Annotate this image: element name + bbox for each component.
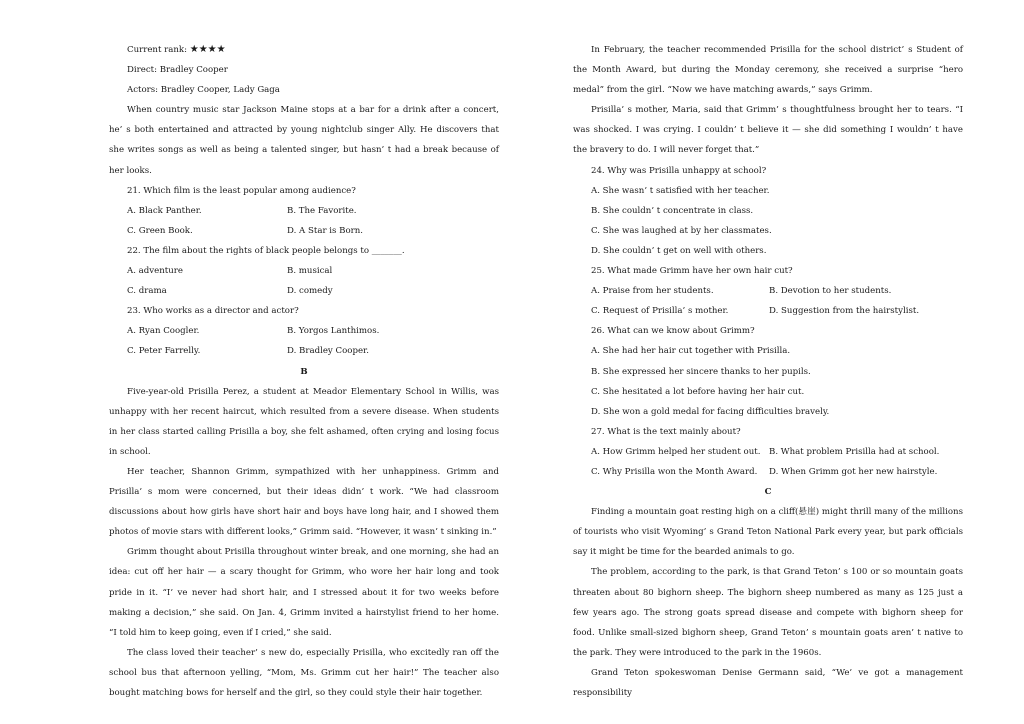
- option: A. She wasn’ t satisfied with her teacher.: [591, 185, 770, 196]
- rating-stars-icon: ★★★★: [189, 44, 226, 55]
- left-column: [109, 40, 502, 703]
- option: B. Yorgos Lanthimos.: [287, 326, 380, 337]
- option: D. comedy: [287, 286, 333, 297]
- option: D. A Star is Born.: [287, 225, 364, 236]
- option: B. She expressed her sincere thanks to her pupils.: [591, 366, 811, 377]
- option: A. She had her hair cut together with Prisilla.: [591, 346, 791, 357]
- rank-line: [109, 40, 499, 60]
- q27-options-row2: [573, 462, 963, 482]
- option: D. She won a gold medal for facing difficulties bravely.: [591, 406, 830, 417]
- option: C. Green Book.: [127, 225, 193, 236]
- passage-b-paragraph-6: Prisilla’ s mother, Maria, said that Grimm’ s thoughtfulness brought her to tears. “I was shocked. I was crying. I couldn’ t believe it — she did something I wouldn’ t have the bravery to do. I will never forget that.”: [573, 105, 966, 156]
- option: C. She hesitated a lot before having her hair cut.: [591, 386, 805, 397]
- q25-options-row2: [573, 301, 963, 321]
- passage-b-paragraph-5: In February, the teacher recommended Prisilla for the school district’ s Student of the Month Award, but during the Monday ceremony, she received a surprise “hero medal” from the girl. “Now we have matching awards,” says Grimm.: [573, 45, 966, 96]
- q27-options-row1: [573, 442, 963, 462]
- passage-b-paragraph-4: The class loved their teacher’ s new do, especially Prisilla, who excitedly ran off the school bus that afternoon yelling, “Mom, Ms. Grimm cut her hair!” The teacher also bought matching bows for herself and the girl, so they could style their hair together.: [109, 647, 502, 698]
- passage-b-paragraph-1: Five-year-old Prisilla Perez, a student at Meador Elementary School in Willis, was unhappy with her recent haircut, which resulted from a severe disease. When students in her class started calling Prisilla a boy, she felt ashamed, often crying and losing focus in school.: [109, 386, 502, 457]
- option: C. Why Prisilla won the Month Award.: [591, 466, 758, 477]
- option: A. Praise from her students.: [591, 286, 714, 297]
- section-heading-c: C: [764, 487, 772, 498]
- option: D. When Grimm got her new hairstyle.: [769, 466, 938, 477]
- q22-options-row2: [109, 281, 499, 301]
- passage-c-paragraph-1: Finding a mountain goat resting high on a cliff(悬崖) might thrill many of the millions of tourists who visit Wyoming’ s Grand Teton National Park every year, but park officials say it might be time for the bearded animals to go.: [573, 507, 966, 558]
- option: B. She couldn’ t concentrate in class.: [591, 205, 754, 216]
- question-23: 23. Who works as a director and actor?: [127, 306, 299, 317]
- option: C. drama: [127, 286, 167, 297]
- option: B. Devotion to her students.: [769, 286, 892, 297]
- question-21: 21. Which film is the least popular among audience?: [127, 185, 356, 196]
- actors-line: Actors: Bradley Cooper, Lady Gaga: [127, 85, 280, 96]
- option: C. She was laughed at by her classmates.: [591, 225, 772, 236]
- option: D. Bradley Cooper.: [287, 346, 369, 357]
- passage-b-paragraph-3: Grimm thought about Prisilla throughout winter break, and one morning, she had an idea: cut off her hair — a scary thought for Grimm, who wore her hair long and took pride in it. “I’ ve never had short hair, and I stressed about it for two weeks before making a decision,” she said. On Jan. 4, Grimm invited a hairstylist friend to her home. “I told him to keep going, even if I cried,” she said.: [109, 547, 502, 638]
- option: B. musical: [287, 266, 333, 277]
- q21-options-row1: [109, 201, 499, 221]
- passage-b-paragraph-2: Her teacher, Shannon Grimm, sympathized with her unhappiness. Grimm and Prisilla’ s mom were concerned, but their ideas didn’ t work. “We had classroom discussions about how girls have short hair and boys have long hair, and I showed them photos of movie stars with different looks,” Grimm said. “However, it wasn’ t sinking in.”: [109, 466, 502, 538]
- q21-options-row2: [109, 221, 499, 241]
- question-24: 24. Why was Prisilla unhappy at school?: [591, 165, 767, 176]
- option: A. How Grimm helped her student out.: [591, 446, 761, 457]
- section-heading-b: B: [300, 366, 308, 377]
- rank-label: Current rank:: [127, 45, 190, 55]
- option: A. Ryan Coogler.: [127, 326, 200, 337]
- question-27: 27. What is the text mainly about?: [591, 426, 741, 437]
- q23-options-row1: [109, 321, 499, 341]
- question-26: 26. What can we know about Grimm?: [591, 326, 755, 337]
- option: C. Peter Farrelly.: [127, 346, 201, 357]
- question-22: 22. The film about the rights of black people belongs to _______.: [127, 245, 405, 256]
- option: D. She couldn’ t get on well with others.: [591, 245, 767, 256]
- passage-c-paragraph-3: Grand Teton spokeswoman Denise Germann said, “We’ ve got a management responsibility: [573, 667, 966, 698]
- option: A. Black Panther.: [127, 205, 202, 216]
- option: A. adventure: [127, 266, 183, 277]
- q23-options-row2: [109, 341, 499, 361]
- q25-options-row1: [573, 281, 963, 301]
- q22-options-row1: [109, 261, 499, 281]
- film-synopsis: When country music star Jackson Maine stops at a bar for a drink after a concert, he’ s both entertained and attracted by young nightclub singer Ally. He discovers that she writes songs as well as being a talented singer, but hasn’ t had a break because of her looks.: [109, 105, 502, 176]
- director-line: Direct: Bradley Cooper: [127, 65, 228, 76]
- option: B. What problem Prisilla had at school.: [769, 446, 940, 457]
- option: D. Suggestion from the hairstylist.: [769, 306, 920, 317]
- option: B. The Favorite.: [287, 205, 357, 216]
- passage-c-paragraph-2: The problem, according to the park, is that Grand Teton’ s 100 or so mountain goats threaten about 80 bighorn sheep. The bighorn sheep numbered as many as 125 just a few years ago. The strong goats spread disease and compete with bighorn sheep for food. Unlike small-sized bighorn sheep, Grand Teton’ s mountain goats aren’ t native to the park. They were introduced to the park in the 1960s.: [573, 567, 966, 658]
- question-25: 25. What made Grimm have her own hair cut?: [591, 266, 793, 277]
- option: C. Request of Prisilla’ s mother.: [591, 306, 729, 317]
- right-column: [573, 40, 966, 703]
